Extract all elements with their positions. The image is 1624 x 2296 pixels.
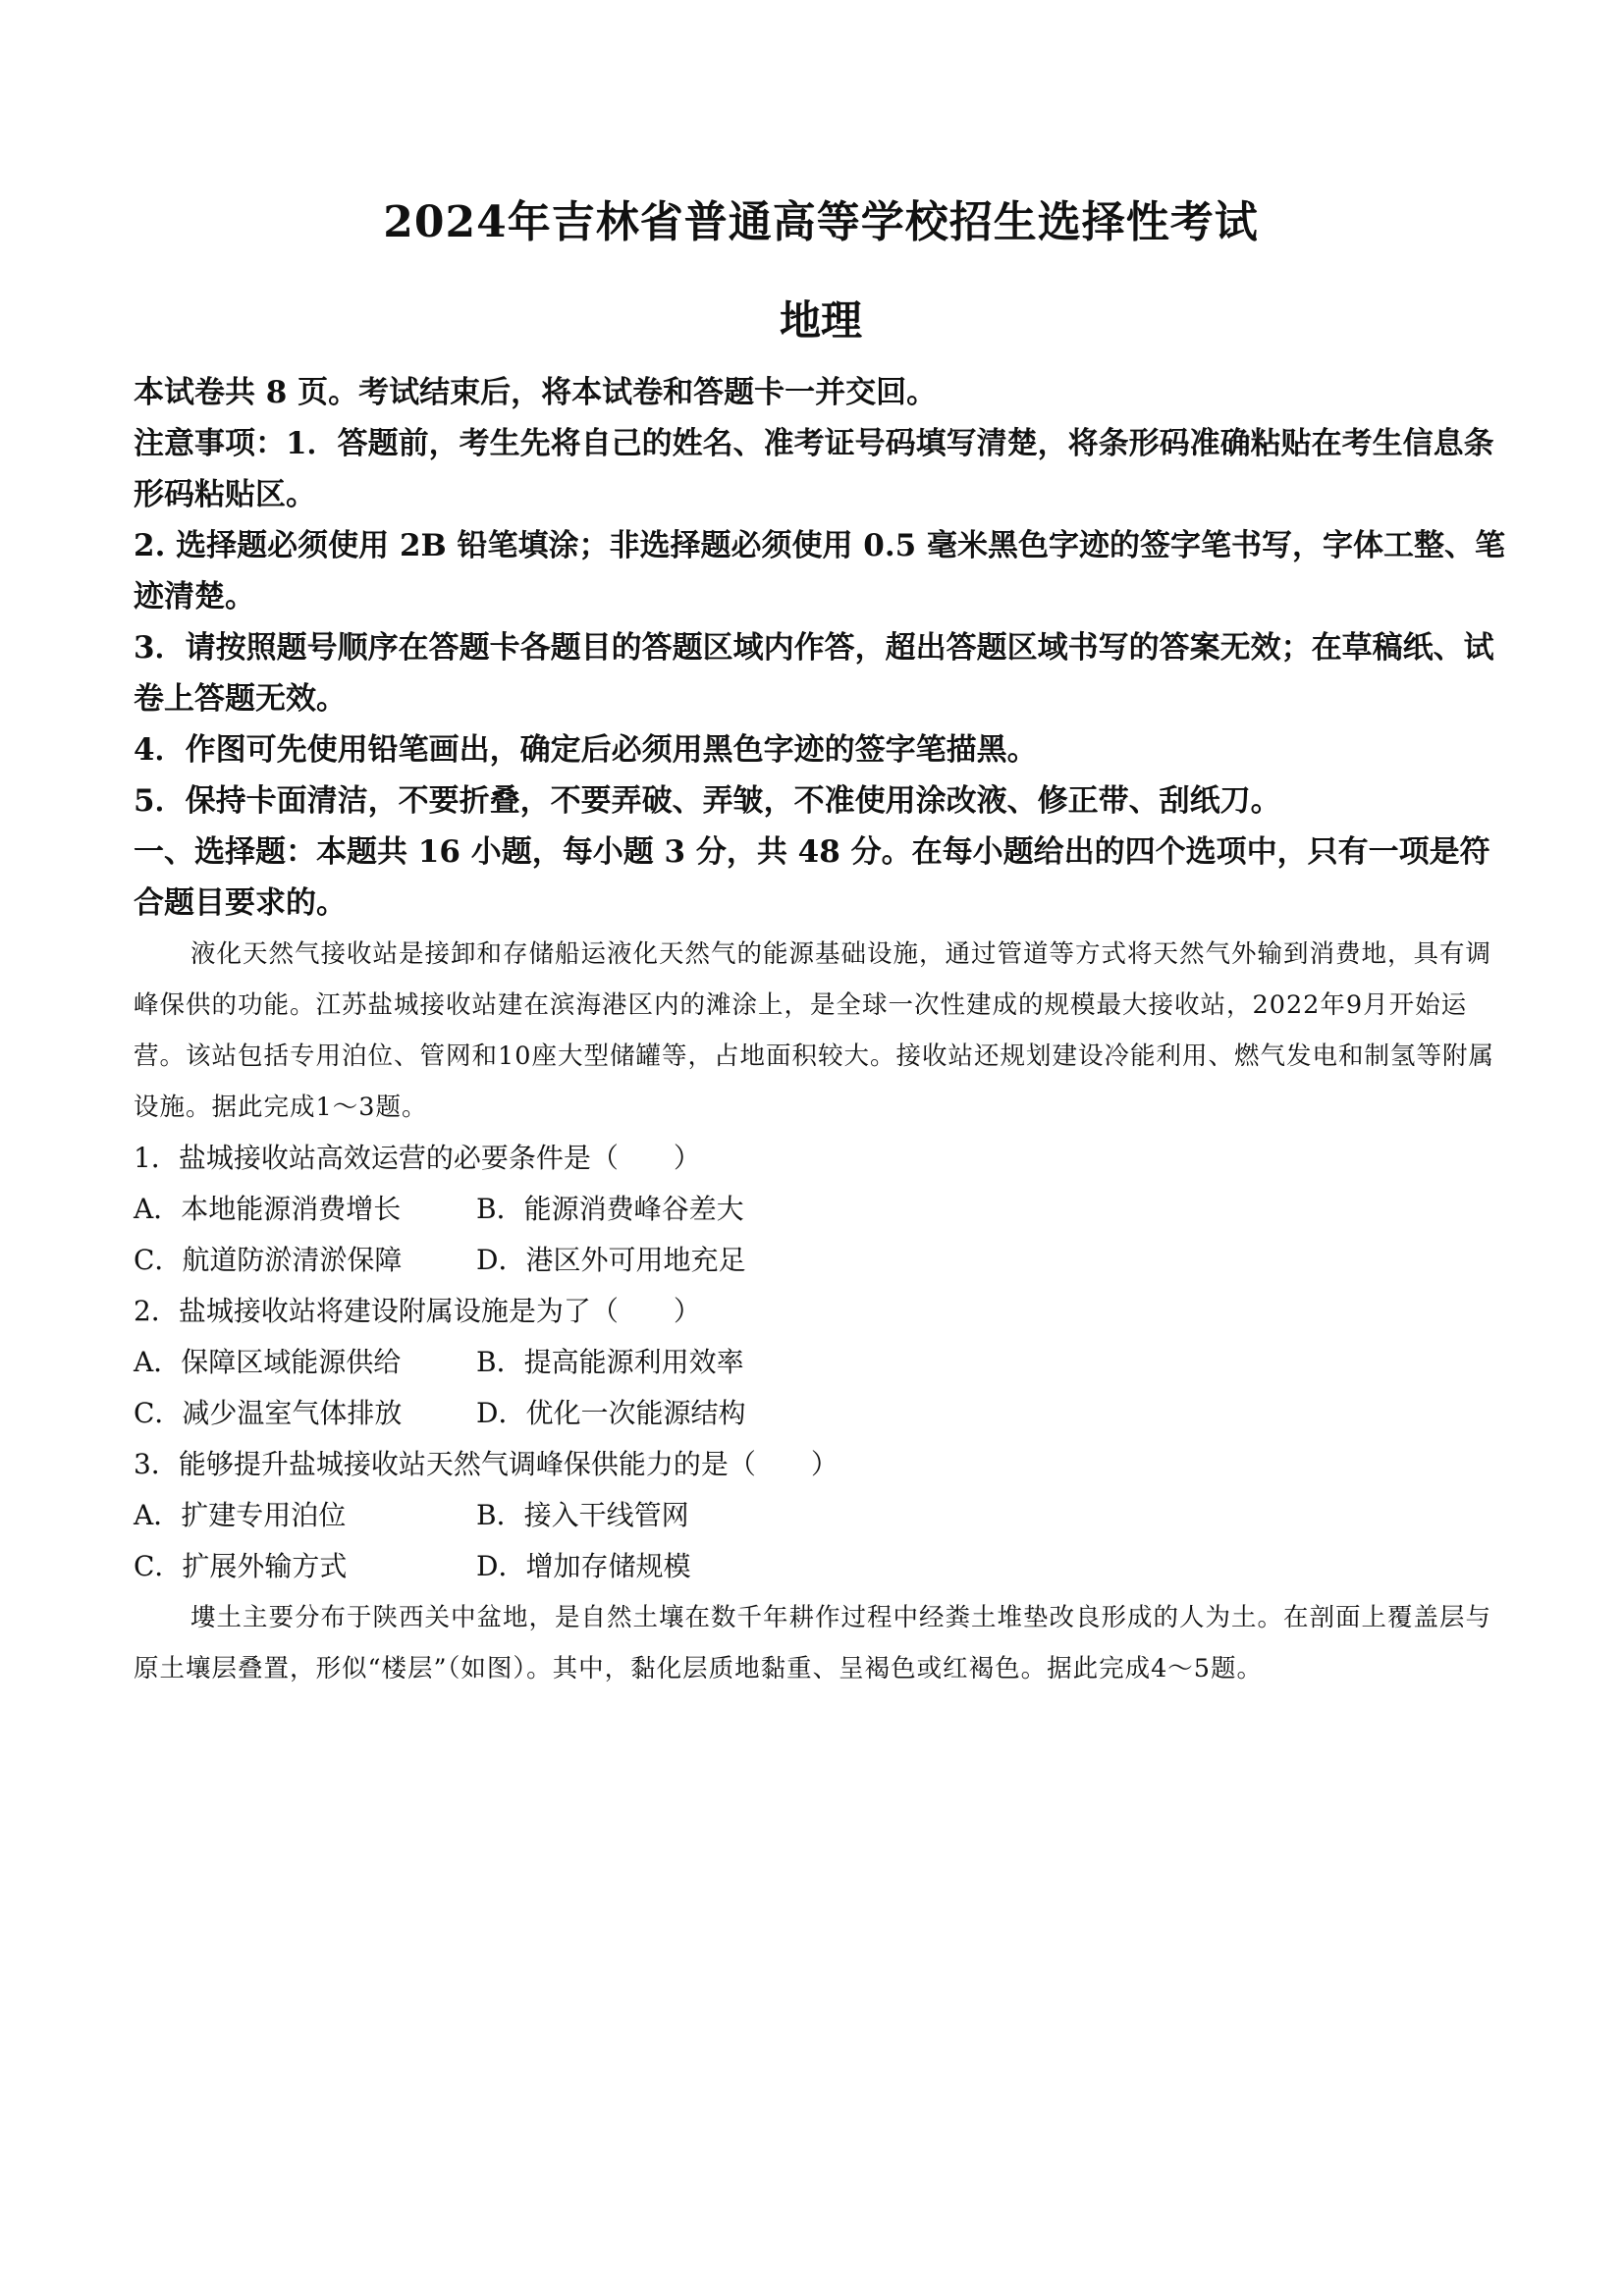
question-3 xyxy=(134,1439,1508,1592)
reading-passage-1: 液化天然气接收站是接卸和存储船运液化天然气的能源基础设施，通过管道等方式将天然气外输到消费地，具有调峰保供的功能。江苏盐城接收站建在滨海港区内的滩涂上，是全球一次性建成的规模最大接收站，2022年9月开始运营。该站包括专用泊位、管网和10座大型储罐等，占地面积较大。接收站还规划建设冷能利用、燃气发电和制氢等附属设施。据此完成1～3题。 xyxy=(134,939,1494,1122)
option-a: A．扩建专用泊位 xyxy=(134,1499,347,1531)
option-c: C．航道防淤清淤保障 xyxy=(134,1244,403,1276)
instruction-line: 本试卷共 8 页。考试结束后，将本试卷和答题卡一并交回。 xyxy=(134,375,938,410)
exam-page xyxy=(134,187,1508,1694)
option-d: D．优化一次能源结构 xyxy=(476,1397,746,1429)
instruction-line: 4．作图可先使用铅笔画出，确定后必须用黑色字迹的签字笔描黑。 xyxy=(134,732,1038,768)
option-a: A．保障区域能源供给 xyxy=(134,1346,402,1378)
option-d: D．港区外可用地充足 xyxy=(476,1244,746,1276)
instruction-line: 5．保持卡面清洁，不要折叠，不要弄破、弄皱，不准使用涂改液、修正带、刮纸刀。 xyxy=(134,783,1281,819)
instruction-line: 2. 选择题必须使用 2B 铅笔填涂；非选择题必须使用 0.5 毫米黑色字迹的签字笔书写，字体工整、笔迹清楚。 xyxy=(134,528,1506,614)
option-c: C．扩展外输方式 xyxy=(134,1550,348,1582)
section-heading: 一、选择题：本题共 16 小题，每小题 3 分，共 48 分。在每小题给出的四个选项中，只有一项是符合题目要求的。 xyxy=(134,834,1490,921)
question-stem: 1．盐城接收站高效运营的必要条件是（ ） xyxy=(134,1142,701,1174)
option-b: B．提高能源利用效率 xyxy=(476,1346,744,1378)
question-stem: 3．能够提升盐城接收站天然气调峰保供能力的是（ ） xyxy=(134,1448,839,1480)
question-2 xyxy=(134,1286,1508,1439)
option-d: D．增加存储规模 xyxy=(476,1550,691,1582)
option-list xyxy=(134,1490,1508,1592)
option-list xyxy=(134,1337,1508,1439)
option-b: B．接入干线管网 xyxy=(476,1499,689,1531)
option-b: B．能源消费峰谷差大 xyxy=(476,1193,744,1225)
instruction-line: 3．请按照题号顺序在答题卡各题目的答题区域内作答，超出答题区域书写的答案无效；在草稿纸、试卷上答题无效。 xyxy=(134,630,1494,717)
reading-passage-2: 塿土主要分布于陕西关中盆地，是自然土壤在数千年耕作过程中经粪土堆垫改良形成的人为土。在剖面上覆盖层与原土壤层叠置，形似“楼层”（如图）。其中，黏化层质地黏重、呈褐色或红褐色。据此完成4～5题。 xyxy=(134,1603,1492,1683)
instruction-line: 注意事项：1．答题前，考生先将自己的姓名、准考证号码填写清楚，将条形码准确粘贴在考生信息条形码粘贴区。 xyxy=(134,426,1494,512)
option-a: A．本地能源消费增长 xyxy=(134,1193,402,1225)
question-stem: 2．盐城接收站将建设附属设施是为了（ ） xyxy=(134,1295,701,1327)
instructions xyxy=(134,367,1508,929)
subject-title: 地理 xyxy=(779,296,862,345)
exam-title: 2024年吉林省普通高等学校招生选择性考试 xyxy=(383,197,1259,247)
question-1 xyxy=(134,1133,1508,1286)
option-c: C．减少温室气体排放 xyxy=(134,1397,403,1429)
option-list xyxy=(134,1184,1508,1286)
